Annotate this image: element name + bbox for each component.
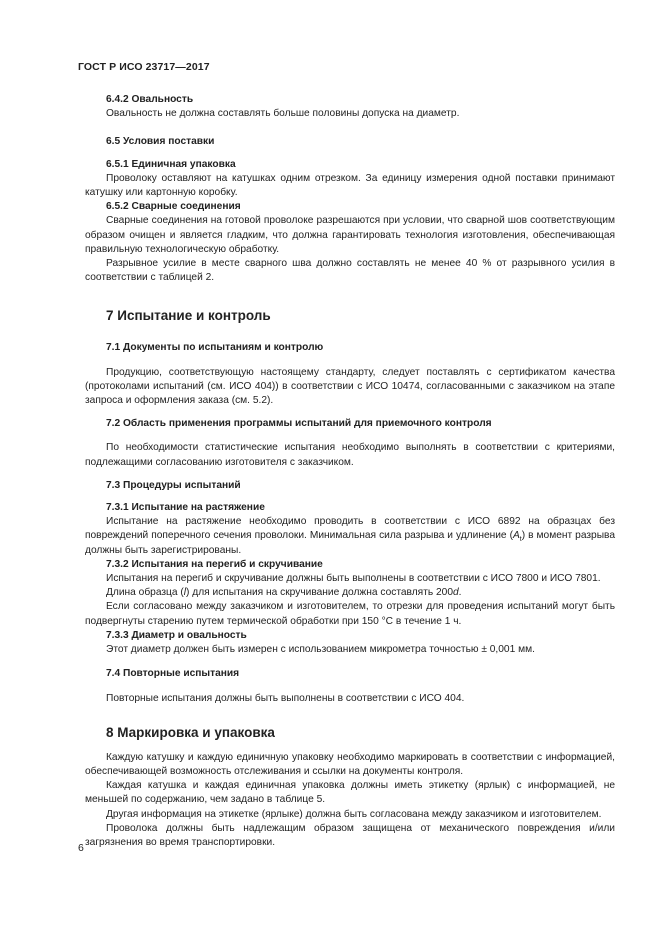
elongation-symbol: A xyxy=(512,530,520,542)
heading-6-5-2: 6.5.2 Сварные соединения xyxy=(106,201,241,213)
paragraph-ovality: Овальность не должна составлять больше половины допуска на диаметр. xyxy=(106,108,460,120)
heading-7-3-1: 7.3.1 Испытание на растяжение xyxy=(106,502,265,514)
paragraph-acceptance-scope: По необходимости статистические испытания необходимо выполнять в соответствии с критериями, подлежащими согласованию изготовителя с заказчиком. xyxy=(85,442,615,468)
paragraph-diameter: Этот диаметр должен быть измерен с использованием микрометра точностью ± 0,001 мм. xyxy=(106,644,535,656)
heading-7-3: 7.3 Процедуры испытаний xyxy=(106,479,241,491)
heading-6-5: 6.5 Условия поставки xyxy=(106,136,215,148)
heading-section-7: 7 Испытание и контроль xyxy=(106,308,271,324)
tensile-text-b: ) в момент разрыва должны быть зарегистрированы. xyxy=(85,530,615,556)
length-text-b: ) для испытания на скручивание должна составлять 200 xyxy=(186,587,453,599)
paragraph-marking-3: Другая информация на этикетке (ярлыке) должна быть согласована между заказчиком и изготовителем. xyxy=(106,808,602,820)
heading-section-8: 8 Маркировка и упаковка xyxy=(106,724,275,740)
diameter-symbol: d xyxy=(453,587,459,599)
paragraph-tensile-test xyxy=(85,515,615,558)
heading-7-1: 7.1 Документы по испытаниям и контролю xyxy=(106,342,324,354)
heading-7-4: 7.4 Повторные испытания xyxy=(106,668,240,680)
paragraph-test-documents: Продукцию, соответствующую настоящему стандарту, следует поставлять с сертификатом качества (протоколами испытаний (см. ИСО 404)) в соответствии с ИСО 10474, согласованными с заказчиком на этапе запроса и оформления заказа (см. 5.2). xyxy=(85,366,615,407)
page-content xyxy=(85,93,615,850)
paragraph-marking-4: Проволока должны быть надлежащим образом защищена от механического повреждения и/или загрязнения во время транспортировки. xyxy=(85,822,615,848)
paragraph-marking-1: Каждую катушку и каждую единичную упаковку необходимо маркировать в соответствии с информацией, обеспечивающей возможность отслеживания и ссылки на документы контроля. xyxy=(85,751,615,777)
page-number: 6 xyxy=(78,842,84,854)
paragraph-unit-package: Проволоку оставляют на катушках одним отрезком. За единицу измерения одной поставки принимают катушку или картонную коробку. xyxy=(85,172,615,199)
heading-6-4-2: 6.4.2 Овальность xyxy=(106,94,194,105)
length-text-c: . xyxy=(458,587,462,599)
heading-7-2: 7.2 Область применения программы испытаний для приемочного контроля xyxy=(106,418,492,430)
paragraph-marking-2: Каждая катушка и каждая единичная упаковка должны иметь этикетку (ярлык) с информацией, не меньшей по содержанию, чем задано в таблице 5. xyxy=(85,780,615,806)
elongation-subscript: t xyxy=(519,536,522,544)
paragraph-bend-twist-1: Испытания на перегиб и скручивание должны быть выполнены в соответствии с ИСО 7800 и ИСО 7801. xyxy=(106,573,601,585)
length-symbol: l xyxy=(183,587,187,599)
heading-7-3-2: 7.3.2 Испытания на перегиб и скручивание xyxy=(106,558,323,570)
heading-7-3-3: 7.3.3 Диаметр и овальность xyxy=(106,629,247,641)
paragraph-welds-1: Сварные соединения на готовой проволоке разрешаются при условии, что сварной шов соответствующим образом очищен и является гладким, что должна гарантировать технология изготовления, обеспечивающая правильную технологическую обработку. xyxy=(85,215,615,255)
paragraph-retests: Повторные испытания должны быть выполнены в соответствии с ИСО 404. xyxy=(106,692,465,704)
paragraph-bend-twist-3: Если согласовано между заказчиком и изготовителем, то отрезки для проведения испытаний могут быть подвергнуты старению путем термической обработки при 150 °С в течение 1 ч. xyxy=(85,601,615,627)
heading-6-5-1: 6.5.1 Единичная упаковка xyxy=(106,158,236,170)
paragraph-welds-2: Разрывное усилие в месте сварного шва должно составлять не менее 40 % от разрывного усилия в соответствии с таблицей 2. xyxy=(85,258,615,284)
standard-header: ГОСТ Р ИСО 23717—2017 xyxy=(78,61,210,73)
paragraph-bend-twist-2 xyxy=(85,586,615,600)
tensile-text-a: Испытание на растяжение необходимо проводить в соответствии с ИСО 6892 на образцах без повреждений поперечного сечения проволоки. Минимальная сила разрыва и удлинение ( xyxy=(85,516,615,542)
length-text-a: Длина образца ( xyxy=(106,587,184,599)
